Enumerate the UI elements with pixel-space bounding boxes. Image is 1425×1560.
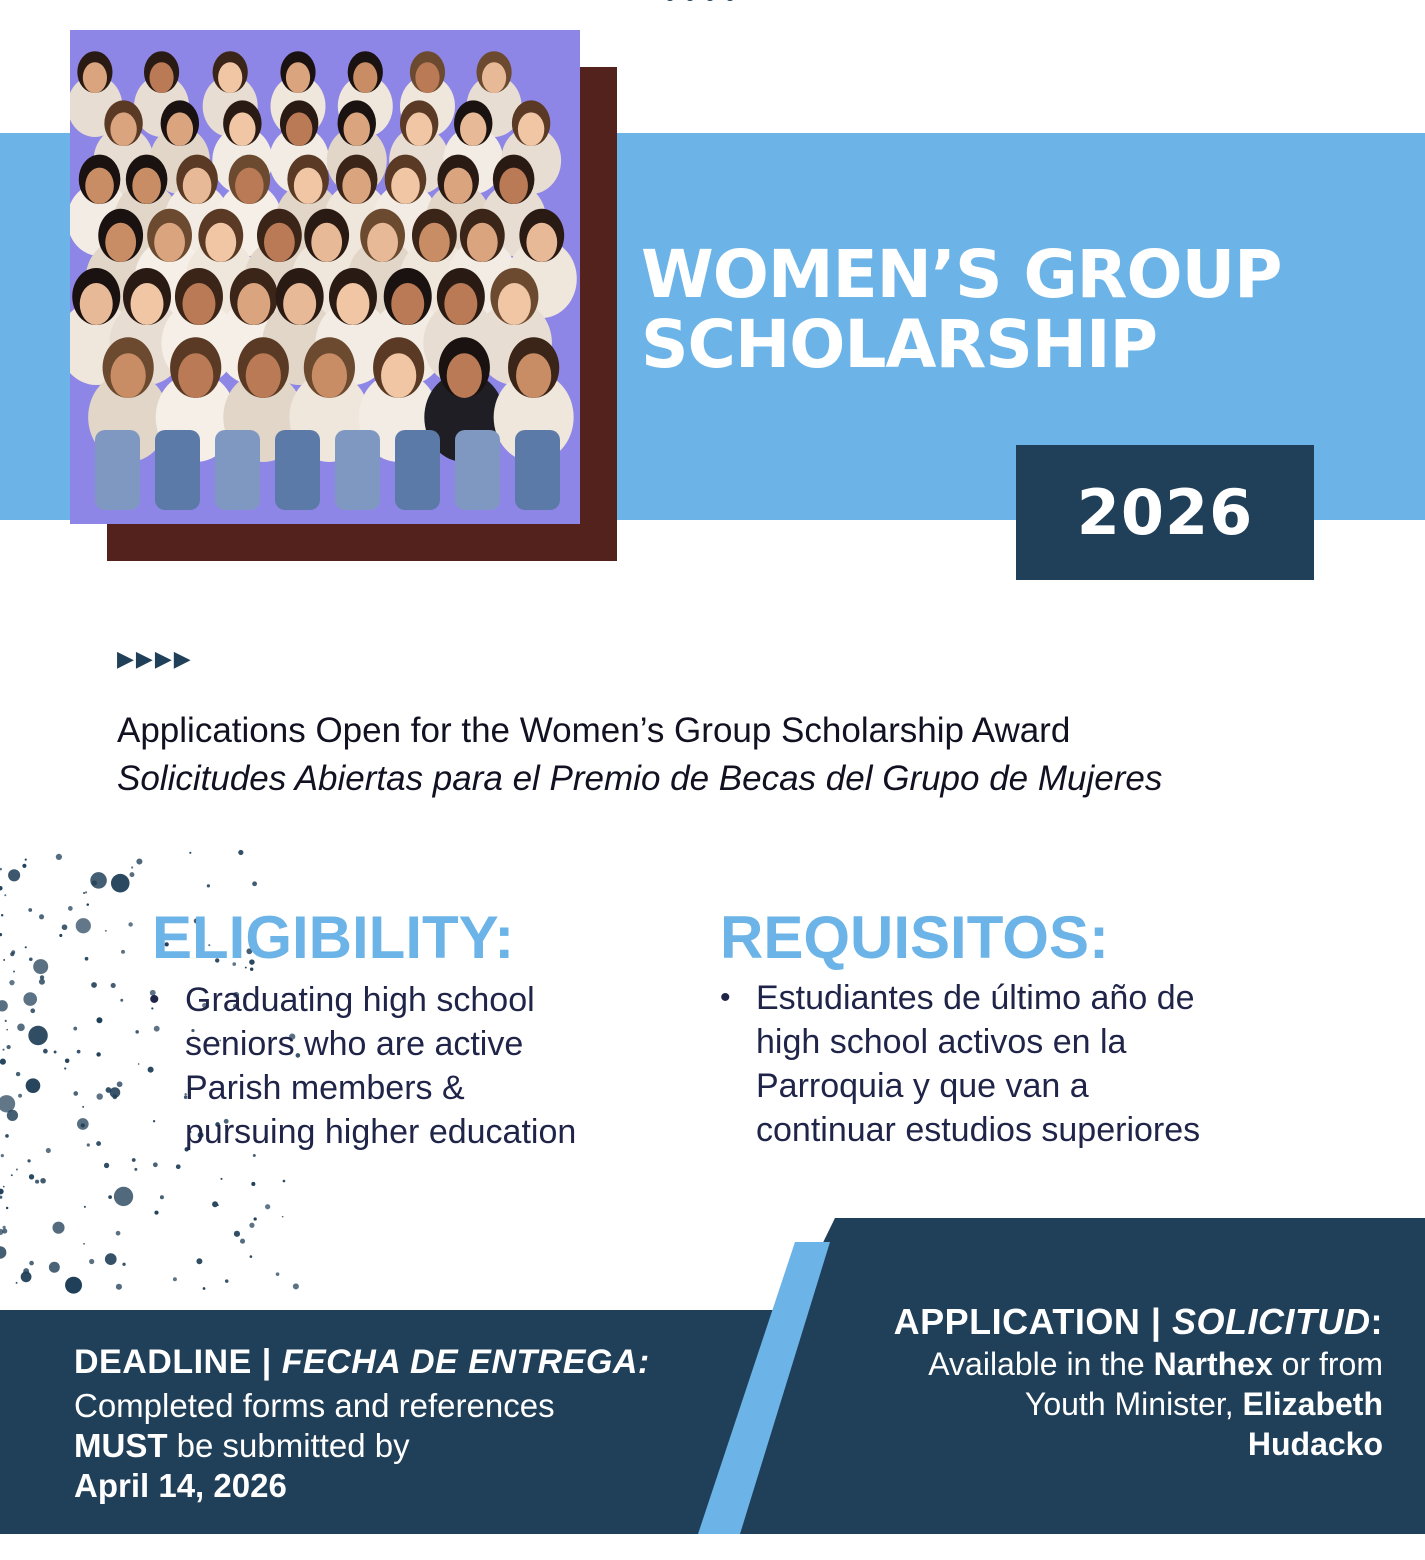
splatter-dot bbox=[136, 858, 142, 864]
photo-person-face bbox=[294, 168, 323, 204]
application-text-3: Youth Minister, bbox=[1024, 1386, 1243, 1422]
splatter-dot bbox=[132, 1158, 136, 1162]
application-name-last: Hudacko bbox=[1247, 1426, 1383, 1462]
splatter-dot bbox=[16, 1168, 18, 1170]
photo-person-face bbox=[467, 223, 498, 262]
application-name-first: Elizabeth bbox=[1242, 1386, 1383, 1422]
application-line-1 bbox=[823, 1344, 1383, 1384]
requisitos-heading: REQUISITOS: bbox=[720, 904, 1109, 971]
photo-person-face bbox=[235, 168, 264, 204]
splatter-dot bbox=[97, 1093, 103, 1099]
splatter-dot bbox=[11, 950, 15, 954]
splatter-dot bbox=[250, 1255, 253, 1258]
photo-person-face bbox=[342, 168, 371, 204]
splatter-dot bbox=[104, 1163, 109, 1168]
splatter-dot bbox=[73, 1091, 78, 1096]
photo-legs bbox=[95, 430, 140, 510]
splatter-dot bbox=[3, 959, 5, 961]
splatter-dot bbox=[83, 892, 85, 894]
splatter-dot bbox=[29, 957, 33, 961]
photo-person-face bbox=[132, 168, 161, 204]
splatter-dot bbox=[25, 858, 27, 860]
splatter-dot bbox=[16, 1072, 20, 1076]
splatter-dot bbox=[240, 1239, 245, 1244]
splatter-dot bbox=[85, 957, 89, 961]
intro-english: Applications Open for the Women’s Group Scholarship Award bbox=[117, 711, 1071, 750]
splatter-dot bbox=[2, 1049, 4, 1051]
photo-legs bbox=[155, 430, 200, 510]
splatter-dot bbox=[111, 983, 116, 988]
photo-person-face bbox=[518, 112, 544, 146]
photo-person-face bbox=[526, 223, 557, 262]
splatter-dot bbox=[0, 1059, 6, 1065]
splatter-dot bbox=[265, 1204, 270, 1209]
splatter-dot bbox=[283, 1180, 286, 1183]
splatter-dot bbox=[120, 999, 123, 1002]
photo-person-face bbox=[149, 62, 173, 93]
photo-person-face bbox=[391, 283, 424, 325]
splatter-dot bbox=[25, 946, 27, 948]
splatter-dot bbox=[18, 1094, 22, 1098]
splatter-dot bbox=[65, 1059, 70, 1064]
splatter-dot bbox=[252, 881, 257, 886]
photo-person-face bbox=[444, 168, 473, 204]
splatter-dot bbox=[135, 1030, 139, 1034]
splatter-dot bbox=[8, 869, 20, 881]
splatter-dot bbox=[249, 1223, 254, 1228]
splatter-dot bbox=[26, 1078, 41, 1093]
photo-person-face bbox=[286, 62, 310, 93]
splatter-dot bbox=[56, 854, 62, 860]
deadline-line-2-rest: be submitted by bbox=[167, 1427, 410, 1464]
splatter-dot bbox=[131, 866, 133, 868]
splatter-dot bbox=[0, 933, 2, 936]
splatter-dot bbox=[64, 1067, 66, 1069]
splatter-dot bbox=[6, 1045, 10, 1049]
splatter-dot bbox=[96, 1052, 100, 1056]
photo-person-face bbox=[419, 223, 450, 262]
splatter-dot bbox=[111, 874, 130, 893]
splatter-dot bbox=[65, 1277, 82, 1294]
splatter-dot bbox=[114, 1187, 133, 1206]
splatter-dot bbox=[40, 975, 44, 979]
requisitos-line: continuar estudios superiores bbox=[756, 1111, 1201, 1149]
deadline-must: MUST bbox=[74, 1427, 168, 1464]
splatter-dot bbox=[207, 884, 210, 887]
splatter-dot bbox=[276, 1272, 280, 1276]
application-text-2: or from bbox=[1272, 1346, 1383, 1382]
deadline-line-2 bbox=[74, 1426, 650, 1466]
eligibility-list bbox=[147, 978, 667, 1154]
eligibility-heading: ELIGIBILITY: bbox=[152, 904, 515, 971]
deadline-heading bbox=[74, 1342, 650, 1382]
splatter-dot bbox=[62, 924, 68, 930]
splatter-dot bbox=[6, 1207, 8, 1209]
eligibility-line: seniors who are active bbox=[185, 1025, 524, 1063]
splatter-dot bbox=[54, 1051, 57, 1054]
splatter-dot bbox=[91, 982, 97, 988]
splatter-dot bbox=[0, 886, 3, 890]
photo-person-face bbox=[311, 223, 342, 262]
photo-person-face bbox=[83, 62, 107, 93]
photo-legs bbox=[335, 430, 380, 510]
splatter-dot bbox=[160, 1195, 164, 1199]
photo-person-face bbox=[105, 223, 136, 262]
deadline-date-text: April 14, 2026 bbox=[74, 1467, 287, 1504]
requisitos-list bbox=[718, 976, 1318, 1152]
splatter-dot bbox=[89, 1259, 94, 1264]
photo-person-face bbox=[111, 353, 146, 398]
photo-person-face bbox=[178, 353, 213, 398]
splatter-dot bbox=[196, 1258, 202, 1264]
photo-person-face bbox=[183, 168, 212, 204]
splatter-dot bbox=[176, 1164, 181, 1169]
eligibility-line: Parish members & bbox=[185, 1069, 465, 1107]
photo-person-face bbox=[415, 62, 439, 93]
splatter-dot bbox=[105, 930, 107, 932]
requisitos-line: high school activos en la bbox=[756, 1023, 1127, 1061]
application-line-3 bbox=[823, 1424, 1383, 1464]
splatter-dot bbox=[173, 1277, 177, 1281]
splatter-dot bbox=[117, 1081, 123, 1087]
deadline-separator: | bbox=[251, 1343, 282, 1381]
splatter-dot bbox=[134, 1168, 137, 1171]
splatter-dot bbox=[1, 914, 3, 916]
splatter-dot bbox=[253, 1154, 256, 1157]
photo-person-face bbox=[381, 353, 416, 398]
photo-person-face bbox=[131, 283, 164, 325]
splatter-dot bbox=[238, 850, 243, 855]
requisitos-line: Parroquia y que van a bbox=[756, 1067, 1089, 1105]
photo-person-face bbox=[182, 283, 215, 325]
splatter-dot bbox=[30, 1008, 35, 1013]
group-photo bbox=[70, 30, 580, 524]
splatter-dot bbox=[212, 1201, 218, 1207]
photo-person-face bbox=[312, 353, 347, 398]
splatter-dot bbox=[234, 1231, 240, 1237]
splatter-dot bbox=[59, 934, 62, 937]
splatter-dot bbox=[40, 1178, 46, 1184]
photo-person-face bbox=[499, 168, 528, 204]
splatter-dot bbox=[21, 1271, 32, 1282]
photo-person-face bbox=[516, 353, 551, 398]
application-colon: : bbox=[1370, 1301, 1383, 1342]
deadline-label-es: FECHA DE ENTREGA: bbox=[281, 1343, 650, 1381]
splatter-dot bbox=[49, 1262, 60, 1273]
splatter-dot bbox=[251, 1182, 255, 1186]
photo-person-face bbox=[444, 283, 477, 325]
photo-legs bbox=[455, 430, 500, 510]
splatter-dot bbox=[29, 1174, 34, 1179]
splatter-dot bbox=[253, 1217, 256, 1220]
splatter-dot bbox=[73, 1027, 77, 1031]
intro-spanish: Solicitudes Abiertas para el Premio de Becas del Grupo de Mujeres bbox=[117, 759, 1163, 798]
splatter-dot bbox=[46, 1148, 51, 1153]
splatter-dot bbox=[23, 992, 37, 1006]
splatter-dot bbox=[77, 1050, 81, 1054]
splatter-dot bbox=[11, 1174, 13, 1176]
application-heading bbox=[823, 1300, 1383, 1344]
photo-legs bbox=[515, 430, 560, 510]
photo-person-face bbox=[246, 353, 281, 398]
title-line-1: WOMEN’S GROUP bbox=[641, 236, 1282, 313]
photo-person-face bbox=[336, 283, 369, 325]
requisitos-line: Estudiantes de último año de bbox=[756, 979, 1195, 1017]
splatter-dot bbox=[0, 868, 2, 871]
splatter-dot bbox=[3, 1226, 6, 1229]
splatter-dot bbox=[90, 872, 107, 889]
splatter-dot bbox=[87, 1143, 90, 1146]
application-label: APPLICATION bbox=[893, 1301, 1141, 1342]
photo-person-face bbox=[460, 112, 486, 146]
splatter-dot bbox=[4, 894, 6, 896]
eligibility-line: pursuing higher education bbox=[185, 1113, 577, 1151]
photo-person-face bbox=[80, 283, 113, 325]
splatter-dot bbox=[5, 1020, 7, 1022]
photo-legs bbox=[275, 430, 320, 510]
splatter-dot bbox=[153, 1162, 158, 1167]
splatter-dot bbox=[1, 1154, 4, 1157]
splatter-dot bbox=[128, 922, 132, 926]
splatter-dot bbox=[106, 1087, 112, 1093]
photo-person-face bbox=[205, 223, 236, 262]
splatter-dot bbox=[203, 1287, 206, 1290]
splatter-dot bbox=[52, 1222, 64, 1234]
splatter-dot bbox=[225, 1279, 228, 1282]
splatter-dot bbox=[0, 1246, 6, 1259]
splatter-dot bbox=[29, 1261, 34, 1266]
application-label-es: SOLICITUD bbox=[1172, 1301, 1371, 1342]
splatter-dot bbox=[6, 1029, 8, 1031]
photo-legs bbox=[215, 430, 260, 510]
splatter-dot bbox=[112, 1094, 117, 1099]
splatter-dot bbox=[28, 908, 32, 912]
splatter-dot bbox=[293, 1283, 299, 1289]
splatter-dot bbox=[121, 950, 125, 954]
splatter-dot bbox=[28, 1026, 47, 1045]
requisitos-item bbox=[718, 976, 1318, 1152]
photo-person-face bbox=[406, 112, 432, 146]
application-separator: | bbox=[1140, 1301, 1172, 1342]
splatter-dot bbox=[86, 903, 89, 906]
splatter-dot bbox=[68, 906, 73, 911]
photo-person-face bbox=[85, 168, 114, 204]
photo-person-face bbox=[237, 283, 270, 325]
splatter-dot bbox=[189, 852, 191, 854]
photo-person-face bbox=[229, 112, 255, 146]
splatter-dot bbox=[27, 1159, 30, 1162]
splatter-dot bbox=[13, 971, 15, 973]
photo-person-face bbox=[167, 112, 193, 146]
splatter-dot bbox=[81, 1123, 85, 1127]
photo-legs bbox=[395, 430, 440, 510]
application-section bbox=[823, 1300, 1383, 1464]
photo-person-face bbox=[367, 223, 398, 262]
splatter-dot bbox=[96, 1017, 102, 1023]
splatter-dot bbox=[122, 1263, 125, 1266]
decorative-dots bbox=[662, 0, 742, 6]
title-line-2: SCHOLARSHIP bbox=[641, 306, 1157, 383]
splatter-dot bbox=[116, 1231, 121, 1236]
application-line-2 bbox=[823, 1384, 1383, 1424]
photo-person-face bbox=[218, 62, 242, 93]
splatter-dot bbox=[33, 959, 48, 974]
photo-person-face bbox=[344, 112, 370, 146]
photo-person-face bbox=[110, 112, 136, 146]
eligibility-line: Graduating high school bbox=[185, 981, 535, 1019]
splatter-dot bbox=[76, 918, 91, 933]
photo-person-face bbox=[154, 223, 185, 262]
splatter-dot bbox=[130, 872, 135, 877]
splatter-dot bbox=[9, 980, 14, 985]
splatter-dot bbox=[35, 1180, 39, 1184]
deadline-label: DEADLINE bbox=[74, 1343, 252, 1381]
photo-person-face bbox=[447, 353, 482, 398]
arrows-icon: ▶▶▶▶ bbox=[117, 646, 193, 671]
splatter-dot bbox=[105, 1253, 117, 1265]
splatter-dot bbox=[39, 914, 44, 919]
splatter-dot bbox=[83, 1243, 85, 1245]
intro-text bbox=[117, 707, 1162, 803]
splatter-dot bbox=[17, 1024, 25, 1032]
photo-person-face bbox=[264, 223, 295, 262]
splatter-dot bbox=[108, 1195, 112, 1199]
splatter-dot bbox=[82, 1106, 84, 1108]
application-narthex: Narthex bbox=[1153, 1346, 1273, 1382]
splatter-dot bbox=[85, 891, 87, 893]
photo-person-face bbox=[283, 283, 316, 325]
deadline-date bbox=[74, 1466, 650, 1506]
photo-person-face bbox=[391, 168, 420, 204]
splatter-dot bbox=[43, 1049, 48, 1054]
splatter-dot bbox=[0, 1196, 2, 1199]
photo-person-face bbox=[498, 283, 531, 325]
eligibility-item bbox=[147, 978, 667, 1154]
splatter-dot bbox=[96, 1141, 101, 1146]
splatter-dot bbox=[3, 1186, 5, 1188]
application-text-1: Available in the bbox=[928, 1346, 1154, 1382]
splatter-dot bbox=[0, 1189, 4, 1195]
splatter-dot bbox=[154, 1211, 158, 1215]
splatter-dot bbox=[220, 1178, 222, 1180]
photo-person-face bbox=[353, 62, 377, 93]
page-title bbox=[641, 236, 1282, 383]
splatter-dot bbox=[22, 864, 26, 868]
year-badge bbox=[1016, 445, 1314, 580]
splatter-dot bbox=[5, 1134, 9, 1138]
year-text: 2026 bbox=[1076, 476, 1254, 549]
splatter-dot bbox=[16, 1282, 18, 1284]
photo-person-face bbox=[482, 62, 506, 93]
splatter-dot bbox=[0, 1000, 8, 1011]
splatter-dot bbox=[116, 1284, 122, 1290]
splatter-dot bbox=[138, 1063, 140, 1065]
splatter-dot bbox=[282, 1216, 284, 1218]
deadline-line-1: Completed forms and references bbox=[74, 1387, 555, 1424]
deadline-section bbox=[74, 1342, 650, 1506]
photo-person-face bbox=[286, 112, 312, 146]
splatter-dot bbox=[84, 1206, 86, 1208]
